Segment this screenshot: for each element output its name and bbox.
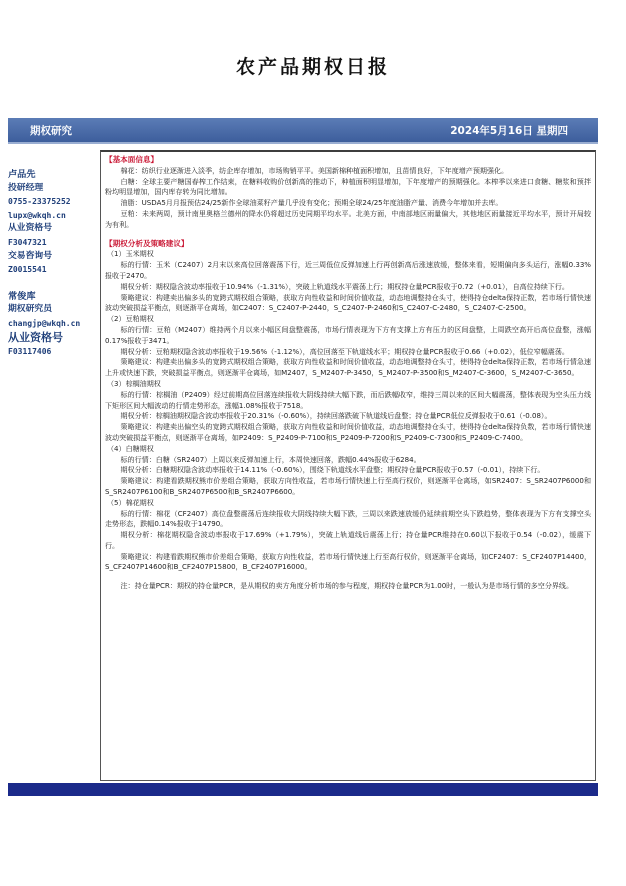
analyst2-email[interactable]: changjp@wkqh.cn <box>8 318 81 328</box>
analyst1-cert: F3047321 <box>8 237 47 247</box>
cotton-strategy: 策略建议：构建看跌期权熊市价差组合策略，获取方向性收益，若市场行情快速上行至高行权价，则逐渐平仓离场，如CF2407：S_CF2407P14400，S_CF2407P14600和B_CF2407P15800，B_CF2407P16000。 <box>105 551 591 572</box>
soymeal-analysis: 期权分析：豆粕期权隐含波动率报收于19.56%（-1.12%），高位回落至下轨道线水平；期权持仓量PCR报收于0.66（+0.02），低位窄幅震荡。 <box>120 346 569 356</box>
sugar-market: 标的行情：白糖（SR2407）上周以来反弹加速上行，本周快速回落，跌幅0.44%报收于6284。 <box>120 454 421 464</box>
report-date: 2024年5月16日 星期四 <box>450 125 568 137</box>
analyst1-name: 卢品先 <box>8 169 36 180</box>
soymeal-title: （2）豆粕期权 <box>107 314 154 324</box>
cotton-market: 标的行情：棉花（CF2407）高位盘整震荡后连续报收大阴线持续大幅下跌，三周以来跌速放缓仍延续前期空头下跌趋势，整体表现为下方有支撑空头走势形态，跌幅0.14%报收于14790。 <box>105 508 591 529</box>
analyst1-phone: 0755-23375252 <box>8 197 71 207</box>
palm-market: 标的行情：棕榈油（P2409）经过前期高位回落连续报收大阴线持续大幅下跌，而后跌幅收窄，维持三周以来的区间大幅震荡，整体表现为空头压力线下矩形区间大幅波动的行情走势形态，涨幅1.08%报收于7518。 <box>105 389 591 410</box>
cotton-analysis: 期权分析：棉花期权隐含波动率报收于17.69%（+1.79%），突破上轨道线后震荡上行；持仓量PCR维持在0.60以下报收于0.54（-0.02），缓震下行。 <box>105 530 591 550</box>
analyst1-consult-label: 交易咨询号 <box>8 250 52 261</box>
header-banner <box>8 118 598 142</box>
sugar-analysis: 期权分析：白糖期权隐含波动率报收于14.11%（-0.60%），围绕下轨道线水平盘整；期权持仓量PCR报收于0.57（-0.01），持续下行。 <box>120 465 545 475</box>
analyst2-cert: F03117406 <box>8 346 52 356</box>
analyst1-role: 投研经理 <box>8 182 44 193</box>
corn-strategy: 策略建议：构建卖出偏多头的宽跨式期权组合策略，获取方向性收益和时间价值收益，动态地调整持仓头寸，使得持仓delta保持正数，若市场行情快速波动突破损益平衡点，则逐渐平仓离场，如C2407：S_C2407-P-2440，S_C2407-P-2460和S_C2407-C-2480，S_C2407-C-2500。 <box>105 292 591 313</box>
analyst2-cert-label: 从业资格号 <box>8 330 63 344</box>
sugar-strategy: 策略建议：构建看跌期权熊市价差组合策略，获取方向性收益，若市场行情快速上行至高行权价，则逐渐平仓离场，如SR2407：S_SR2407P6000和S_SR2407P6100和B_SR2407P6500和B_SR2407P6600。 <box>105 476 591 496</box>
analyst2-role: 期权研究员 <box>8 304 52 315</box>
banner-divider <box>8 142 598 144</box>
basic-sugar: 白糖：全球主要产糖国春榨工作结束，在糖料收购价创新高的推动下，种植面积明显增加，下年度增产的预期强化。本榨季以来进口食糖、糖浆和预拌粉均明显增加，国内库存转为同比增加。 <box>105 176 591 197</box>
soymeal-strategy: 策略建议：构建卖出偏多头的宽跨式期权组合策略，获取方向性收益和时间价值收益，动态地调整持仓头寸，使得持仓delta保持正数，若市场行情急速上升或快速下跌，突破损益平衡点，则逐渐平仓离场，如M2407，S_M2407-P-3450，S_M2407-P-3500和S_M2407-C-3600，S_M2407-C-3650。 <box>105 357 591 378</box>
basic-oil: 油脂：USDA5月月报预估24/25新作全球油菜籽产量几乎没有变化；预期全球24/25年度油脂产量、消费今年增加并去库。 <box>120 198 503 208</box>
footer-bar <box>8 783 598 796</box>
sugar-title: （4）白糖期权 <box>107 443 154 453</box>
analyst1-cert-label: 从业资格号 <box>8 223 52 234</box>
basic-info-heading: 【基本面信息】 <box>105 155 159 164</box>
strategy-heading: 【期权分析及策略建议】 <box>105 238 189 248</box>
basic-cotton: 棉花：纺织行业逐渐进入淡季，纺企库存增加，市场购销平平。美国新棉种植面积增加，且苗情良好，下年度增产预期强化。 <box>120 165 509 175</box>
analyst1-consult: Z0015541 <box>8 265 47 275</box>
cotton-title: （5）棉花期权 <box>107 497 154 507</box>
basic-soymeal: 豆粕：未来两周，预计南里奥格兰德州的降水仍将超过历史同期平均水平。北美方面，中南部地区雨量偏大，其他地区雨量接近平均水平，预计开局较为有利。 <box>105 208 591 229</box>
corn-analysis: 期权分析：期权隐含波动率报收于10.94%（-1.31%），突破上轨道线水平震荡上行；期权持仓量PCR报收于0.72（+0.01），自高位持续下行。 <box>120 281 569 291</box>
report-title: 农产品期权日报 <box>235 56 390 78</box>
report-content <box>100 150 596 781</box>
soymeal-market: 标的行情：豆粕（M2407）维持两个月以来小幅区间盘整震荡，市场行情表现为下方有支撑上方有压力的区间盘整，上周跌空高开后高位盘整，涨幅0.17%报收于3471。 <box>105 324 591 345</box>
analyst1-email[interactable]: lupx@wkqh.cn <box>8 210 66 220</box>
palm-title: （3）棕榈油期权 <box>107 378 161 388</box>
analyst2-name: 常俊库 <box>8 290 36 302</box>
corn-title: （1）玉米期权 <box>107 249 154 259</box>
analyst-sidebar <box>8 168 100 358</box>
pcr-note: 注：持仓量PCR：期权的持仓量PCR，是从期权的卖方角度分析市场的参与程度，期权持仓量PCR为1.00时，一般认为是市场行情的多空分界线。 <box>120 581 574 591</box>
palm-strategy: 策略建议：构建卖出偏空头的宽跨式期权组合策略，获取方向性收益和时间价值收益，动态地调整持仓头寸，使得持仓delta保持负数，若市场行情快速波动突破损益平衡点，则逐渐平仓离场，如P2409：S_P2409-P-7100和S_P2409-P-7200和S_P2409-C-7300和S_P2409-C-7400。 <box>105 422 591 442</box>
corn-market: 标的行情：玉米（C2407）2月末以来高位回落震荡下行，近三周低位反弹加速上行再创新高后涨速放缓，整体来看，短期偏向多头运行，涨幅0.33%报收于2470。 <box>105 260 591 280</box>
section-label: 期权研究 <box>30 125 72 137</box>
palm-analysis: 期权分析：棕榈油期权隐含波动率报收于20.31%（-0.60%），持续回落跌破下轨道线后盘整；持仓量PCR低位反弹报收于0.61（-0.08）。 <box>120 411 552 421</box>
